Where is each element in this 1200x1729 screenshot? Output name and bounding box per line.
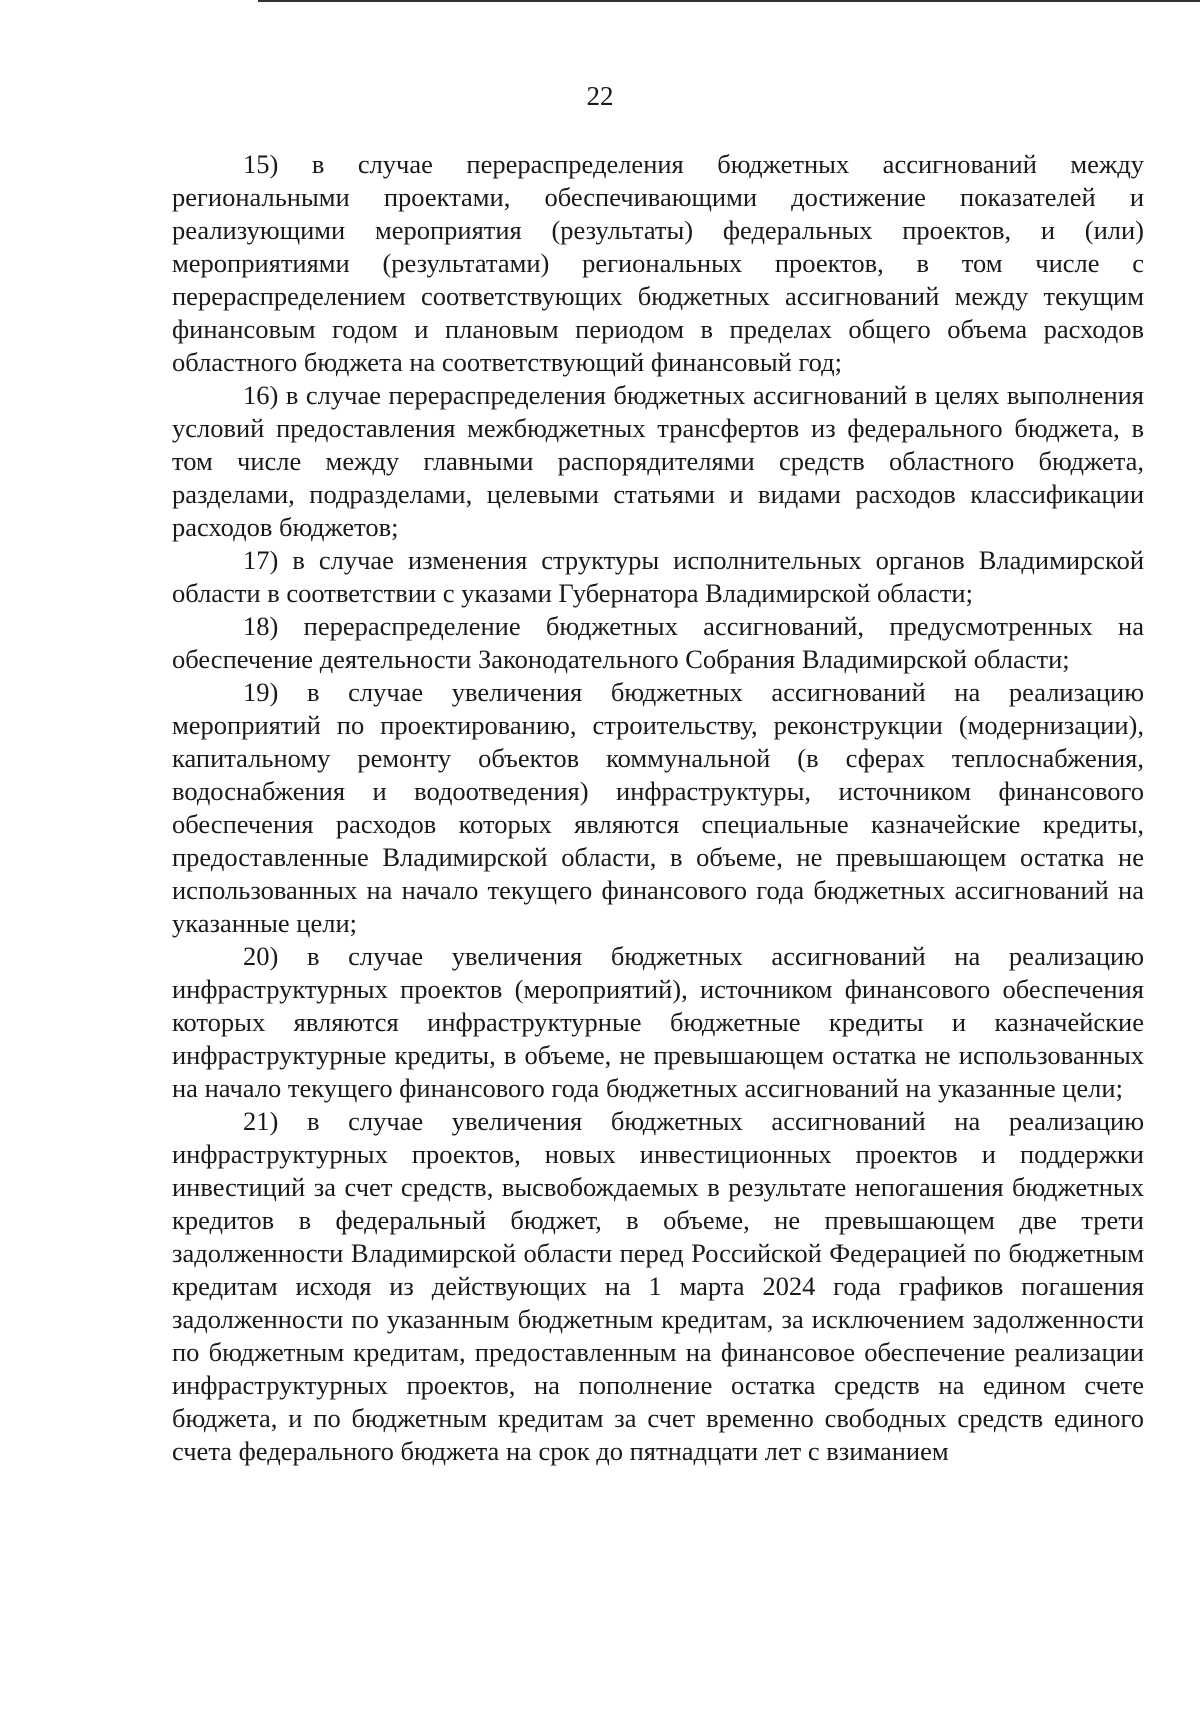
paragraph-item-17: 17) в случае изменения структуры исполнительных органов Владимирской области в соответствии с указами Губернатора Владимирской области; [172, 545, 1144, 608]
top-rule [258, 0, 1200, 2]
paragraph-item-20: 20) в случае увеличения бюджетных ассигнований на реализацию инфраструктурных проектов (мероприятий), источником финансового обеспечения которых являются инфраструктурные бюджетные кредиты и казначейские инфраструктурные кредиты, в объеме, не превышающем остатка не использованных на начало текущего финансового года бюджетных ассигнований на указанные цели; [172, 941, 1144, 1103]
paragraph-item-18: 18) перераспределение бюджетных ассигнований, предусмотренных на обеспечение деятельности Законодательного Собрания Владимирской области; [172, 611, 1144, 674]
page-number: 22 [586, 81, 614, 111]
document-body [172, 148, 1144, 1468]
paragraph-item-16: 16) в случае перераспределения бюджетных ассигнований в целях выполнения условий предоставления межбюджетных трансфертов из федерального бюджета, в том числе между главными распорядителями средств областного бюджета, разделами, подразделами, целевыми статьями и видами расходов классификации расходов бюджетов; [172, 380, 1144, 542]
paragraph-item-15: 15) в случае перераспределения бюджетных ассигнований между региональными проектами, обеспечивающими достижение показателей и реализующими мероприятия (результаты) федеральных проектов, и (или) мероприятиями (результатами) региональных проектов, в том числе с перераспределением соответствующих бюджетных ассигнований между текущим финансовым годом и плановым периодом в пределах общего объема расходов областного бюджета на соответствующий финансовый год; [172, 149, 1144, 377]
paragraph-item-21: 21) в случае увеличения бюджетных ассигнований на реализацию инфраструктурных проектов, новых инвестиционных проектов и поддержки инвестиций за счет средств, высвобождаемых в результате непогашения бюджетных кредитов в федеральный бюджет, в объеме, не превышающем две трети задолженности Владимирской области перед Российской Федерацией по бюджетным кредитам исходя из действующих на 1 марта 2024 года графиков погашения задолженности по указанным бюджетным кредитам, за исключением задолженности по бюджетным кредитам, предоставленным на финансовое обеспечение реализации инфраструктурных проектов, на пополнение остатка средств на едином счете бюджета, и по бюджетным кредитам за счет временно свободных средств единого счета федерального бюджета на срок до пятнадцати лет с взиманием [172, 1106, 1144, 1466]
paragraph-item-19: 19) в случае увеличения бюджетных ассигнований на реализацию мероприятий по проектированию, строительству, реконструкции (модернизации), капитальному ремонту объектов коммунальной (в сферах теплоснабжения, водоснабжения и водоотведения) инфраструктуры, источником финансового обеспечения расходов которых являются специальные казначейские кредиты, предоставленные Владимирской области, в объеме, не превышающем остатка не использованных на начало текущего финансового года бюджетных ассигнований на указанные цели; [172, 677, 1144, 938]
